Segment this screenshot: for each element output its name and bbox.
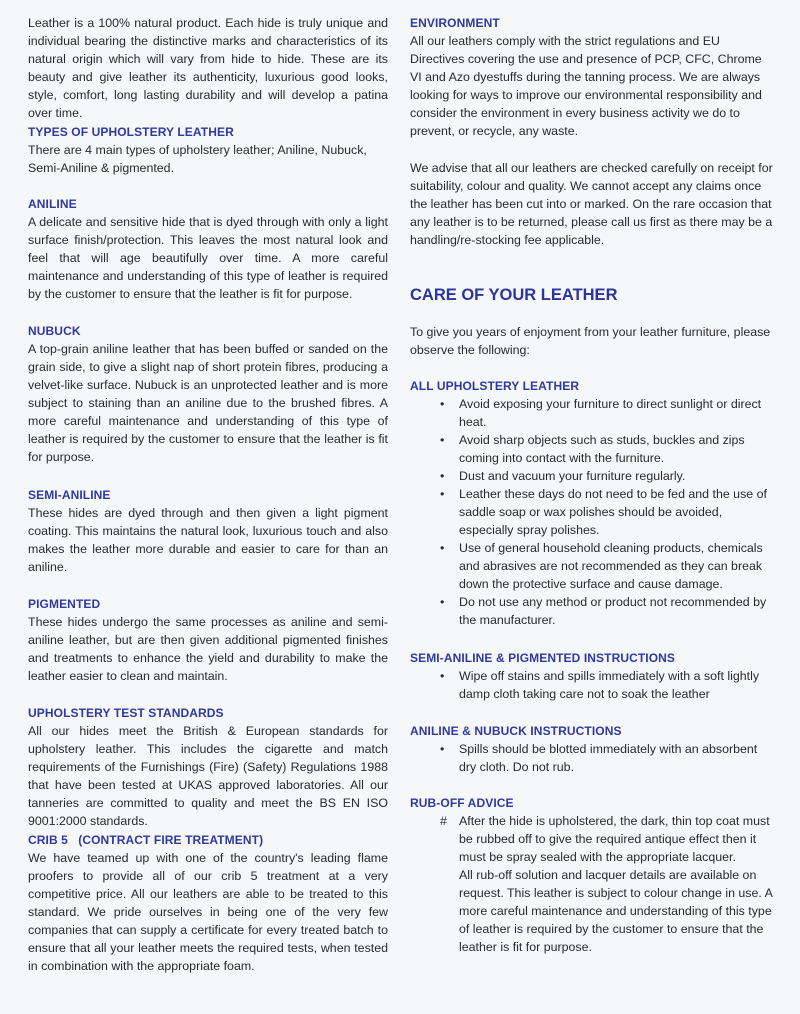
section-body: There are 4 main types of upholstery leather; Aniline, Nubuck, Semi-Aniline & pigmented. [28, 143, 367, 175]
advice-section [410, 159, 773, 249]
section-body: These hides are dyed through and then given a light pigment coating. This maintains the natural look, luxurious touch and also makes the leather more durable and easier to care for than an aniline. [28, 506, 388, 574]
section-heading: UPHOLSTERY TEST STANDARDS [28, 706, 224, 720]
aniline-nubuck-section [410, 722, 773, 776]
section-body: These hides undergo the same processes as aniline and semi-aniline leather, but are then given additional pigmented finishes and treatments to enhance the yield and durability to make the leather easier to clean and maintain. [28, 615, 388, 683]
environment-section [410, 14, 773, 140]
list-item: # After the hide is upholstered, the dark, thin top coat must be rubbed off to give the required antique effect then it must be spray sealed with the appropriate lacquer. [440, 814, 770, 864]
section-heading: ALL UPHOLSTERY LEATHER [410, 379, 580, 393]
aniline-section [28, 195, 388, 303]
intro-text: Leather is a 100% natural product. Each hide is truly unique and individual bearing the distinctive marks and characteristics of its natural origin which will vary from hide to hide. These are its beauty and give leather its authenticity, luxurious good looks, style, comfort, long lasting durability and will develop a patina over time. [28, 16, 388, 120]
semi-aniline-section [28, 486, 388, 576]
section-heading: NUBUCK [28, 324, 81, 338]
list-item: • Do not use any method or product not recommended by the manufacturer. [440, 595, 767, 627]
care-list [410, 395, 773, 629]
test-standards-section [28, 704, 388, 830]
care-title-section [410, 284, 773, 306]
section-body: All our hides meet the British & European standards for upholstery leather. This includes the cigarette and match requirements of the Furnishings (Fire) (Safety) Regulations 1988 that have been tested at UKAS approved laboratories. All our tanneries are committed to quality and meet the BS EN ISO 9001:2000 standards. [28, 724, 388, 828]
instruction-list [410, 667, 773, 703]
rub-off-list [410, 812, 773, 956]
section-heading: SEMI-ANILINE & PIGMENTED INSTRUCTIONS [410, 651, 676, 665]
section-heading: RUB-OFF ADVICE [410, 796, 514, 810]
bullet-icon: • [440, 469, 445, 483]
list-item: All rub-off solution and lacquer details are available on request. This leather is subject to colour change in use. A more careful maintenance and understanding of this type of leather is required by the customer to ensure that the leather is fit for purpose. [459, 868, 773, 954]
all-upholstery-section [410, 377, 773, 629]
care-intro-section [410, 323, 773, 359]
section-body: A top-grain aniline leather that has been buffed or sanded on the grain side, to give a slight nap of short protein fibres, producing a velvet-like surface. Nubuck is an unprotected leather and is more subject to staining than an aniline due to the brushed fibres. A more careful maintenance and understanding of this type of leather is required by the customer to ensure that the leather is fit for purpose. [28, 342, 388, 464]
care-intro: To give you years of enjoyment from your leather furniture, please observe the following: [410, 325, 771, 357]
list-item: • Avoid exposing your furniture to direct sunlight or direct heat. [440, 397, 762, 429]
section-body: A delicate and sensitive hide that is dyed through with only a light surface finish/protection. This leaves the most natural look and feel that will age beautifully over time. A more careful maintenance and understanding of this type of leather is required by the customer to ensure that the leather is fit for purpose. [28, 215, 388, 301]
section-heading: ANILINE & NUBUCK INSTRUCTIONS [410, 724, 622, 738]
section-heading: TYPES OF UPHOLSTERY LEATHER [28, 125, 234, 139]
section-body: We have teamed up with one of the country's leading flame proofers to provide all of our crib 5 treatment at a very competitive price. All our leathers are able to be treated to this standard. We pride ourselves in being one of the very few companies that can supply a certificate for every treated batch to ensure that all your leather meets the required tests, when tested in combination with the appropriate foam. [28, 851, 388, 973]
list-item: • Avoid sharp objects such as studs, buckles and zips coming into contact with the furniture. [440, 433, 745, 465]
bullet-icon: • [440, 669, 445, 683]
list-item: • Spills should be blotted immediately with an absorbent dry cloth. Do not rub. [440, 742, 758, 774]
section-heading: CRIB 5 (CONTRACT FIRE TREATMENT) [28, 833, 264, 847]
care-title: CARE OF YOUR LEATHER [410, 286, 618, 304]
intro-section [28, 14, 388, 122]
types-section [28, 123, 388, 177]
pigmented-section [28, 595, 388, 685]
section-heading: ANILINE [28, 197, 77, 211]
crib5-section [28, 831, 388, 975]
section-body: All our leathers comply with the strict regulations and EU Directives covering the use and presence of PCP, CFC, Chrome VI and Azo dyestuffs during the tanning process. We are always looking for ways to improve our environmental responsibility and consider the environment in every business activity we do to prevent, or recycle, any waste. [410, 34, 762, 138]
list-item: • Dust and vacuum your furniture regularly. [440, 469, 686, 483]
bullet-icon: • [440, 433, 445, 447]
bullet-icon: • [440, 742, 445, 756]
advice-text: We advise that all our leathers are checked carefully on receipt for suitability, colour and quality. We cannot accept any claims once the leather has been cut into or marked. On the rare occasion that any leather is to be returned, please call us first as there may be a handling/re-stocking fee applicable. [410, 161, 773, 247]
bullet-icon: • [440, 487, 445, 501]
instruction-list [410, 740, 773, 776]
list-item: • Wipe off stains and spills immediately with a soft lightly damp cloth taking care not to soak the leather [440, 669, 760, 701]
section-heading: ENVIRONMENT [410, 16, 500, 30]
hash-icon: # [440, 814, 447, 828]
semi-aniline-pigmented-section [410, 649, 773, 703]
list-item: • Leather these days do not need to be fed and the use of saddle soap or wax polishes should be avoided, especially spray polishes. [440, 487, 767, 537]
bullet-icon: • [440, 541, 445, 555]
bullet-icon: • [440, 595, 445, 609]
list-item: • Use of general household cleaning products, chemicals and abrasives are not recommended as they can break down the protective surface and cause damage. [440, 541, 763, 591]
nubuck-section [28, 322, 388, 466]
bullet-icon: • [440, 397, 445, 411]
rub-off-section [410, 794, 773, 956]
section-heading: SEMI-ANILINE [28, 488, 111, 502]
section-heading: PIGMENTED [28, 597, 101, 611]
